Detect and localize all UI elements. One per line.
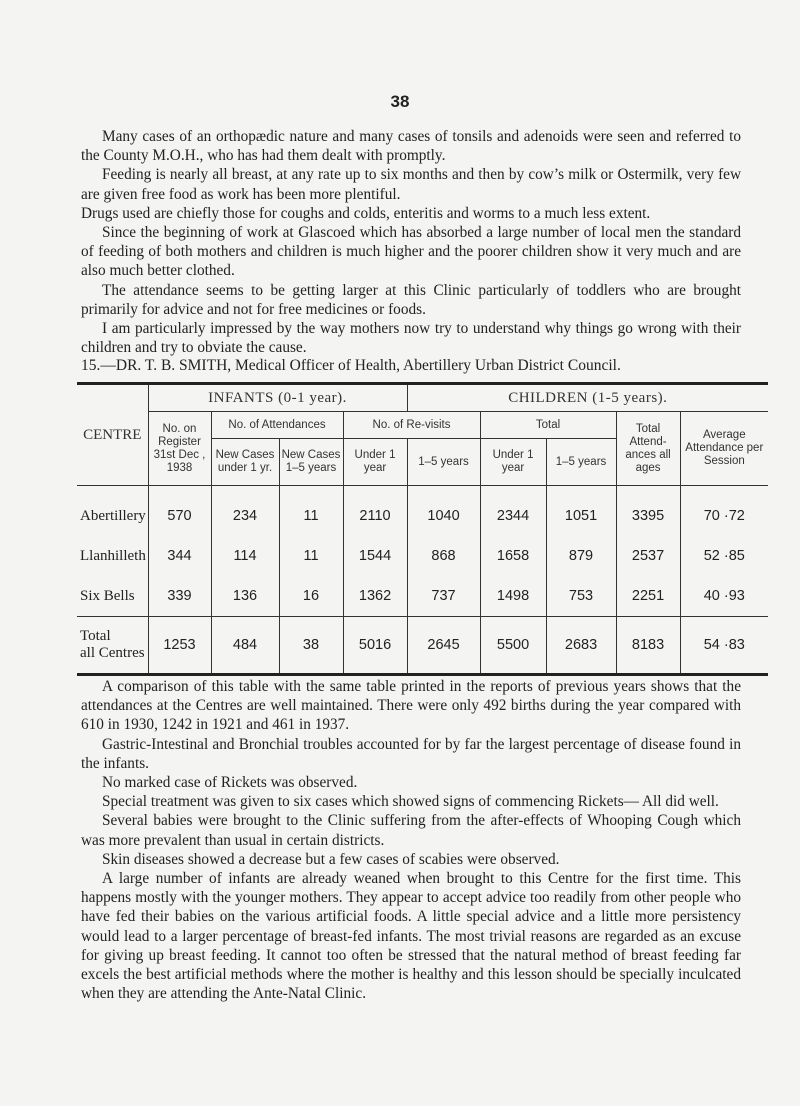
total-1to5-cell: 1051 xyxy=(546,486,616,537)
paragraph: I am particularly impressed by the way mothers now try to understand why things go wrong with their children and try to obviate the cause. xyxy=(81,320,741,357)
total-under1-cell: 1658 xyxy=(480,536,546,576)
total-attendances-cell: 2251 xyxy=(616,576,680,617)
centre-header: CENTRE xyxy=(77,384,148,486)
total-under1-header: Under 1 year xyxy=(480,439,546,486)
body-text-bottom xyxy=(81,677,741,1003)
new-1to5-cell: 38 xyxy=(279,617,343,675)
table-row xyxy=(77,536,768,576)
total-header: Total xyxy=(480,412,616,439)
total-1to5-cell: 879 xyxy=(546,536,616,576)
revisit-1to5-cell: 1040 xyxy=(407,486,480,537)
revisit-1to5-cell: 737 xyxy=(407,576,480,617)
new-1to5-cell: 16 xyxy=(279,576,343,617)
total-attendances-cell: 2537 xyxy=(616,536,680,576)
total-centre-label xyxy=(77,617,148,675)
total-under1-cell: 5500 xyxy=(480,617,546,675)
total-label-line2: all Centres xyxy=(80,645,145,661)
new-under1-cell: 234 xyxy=(211,486,279,537)
new-under1-cell: 114 xyxy=(211,536,279,576)
table-row xyxy=(77,576,768,617)
revisits-header: No. of Re-visits xyxy=(343,412,480,439)
average-cell: 70 ·72 xyxy=(680,486,768,537)
section-heading: 15.—DR. T. B. SMITH, Medical Officer of Health, Abertillery Urban District Council. xyxy=(81,357,621,374)
attendances-header: No. of Attendances xyxy=(211,412,343,439)
paragraph: Special treatment was given to six cases which showed signs of commencing Rickets— All did well. xyxy=(102,793,719,811)
new-1to5-cell: 11 xyxy=(279,536,343,576)
revisit-under1-cell: 1362 xyxy=(343,576,407,617)
paragraph: A comparison of this table with the same table printed in the reports of previous years shows that the attendances at the Centres are well maintained. There were only 492 births during the year compared with 610 in 1930, 1242 in 1921 and 461 in 1937. xyxy=(81,678,741,734)
statistics-table-container xyxy=(77,382,768,676)
table-total-row xyxy=(77,617,768,675)
total-under1-cell: 2344 xyxy=(480,486,546,537)
paragraph: The attendance seems to be getting larger at this Clinic particularly of toddlers who are brought primarily for advice and not for free medicines or foods. xyxy=(81,281,741,318)
paragraph: Skin diseases showed a decrease but a few cases of scabies were observed. xyxy=(102,850,560,868)
register-cell: 344 xyxy=(148,536,211,576)
new-1to5-cell: 11 xyxy=(279,486,343,537)
page-number: 38 xyxy=(390,92,410,111)
total-1to5-cell: 753 xyxy=(546,576,616,617)
new-under1-cell: 484 xyxy=(211,617,279,675)
total-1to5-cell: 2683 xyxy=(546,617,616,675)
total-under1-cell: 1498 xyxy=(480,576,546,617)
body-text-top xyxy=(81,127,741,357)
paragraph: Several babies were brought to the Clinic suffering from the after-effects of Whooping Cough which was more prevalent than usual in certain districts. xyxy=(81,812,741,849)
total-attendances-cell: 3395 xyxy=(616,486,680,537)
average-cell: 40 ·93 xyxy=(680,576,768,617)
total-attendances-header: Total Attend-ances all ages xyxy=(616,412,680,486)
statistics-table xyxy=(77,382,768,676)
paragraph: Many cases of an orthopædic nature and many cases of tonsils and adenoids were seen and referred to the County M.O.H., who has had them dealt with promptly. xyxy=(81,128,741,165)
new-cases-1to5-header: New Cases 1–5 years xyxy=(279,439,343,486)
paragraph: Feeding is nearly all breast, at any rate up to six months and then by cow’s milk or Ostermilk, very few are given free food as work has been more plentiful. xyxy=(81,166,741,203)
total-1to5-header: 1–5 years xyxy=(546,439,616,486)
average-cell: 52 ·85 xyxy=(680,536,768,576)
total-label-line1: Total xyxy=(80,628,111,644)
table-row xyxy=(77,486,768,537)
infants-group-header: INFANTS (0-1 year). xyxy=(148,384,407,412)
new-under1-cell: 136 xyxy=(211,576,279,617)
paragraph: Drugs used are chiefly those for coughs and colds, enteritis and worms to a much less extent. xyxy=(81,204,651,222)
paragraph: A large number of infants are already weaned when brought to this Centre for the first time. This happens mostly with the younger mothers. They appear to accept advice too readily from other people who have fed their babies on the various artificial foods. A little special advice and a little more persistency would lead to a larger percentage of breast-fed infants. The most trivial reasons are regarded as an excuse for giving up breast feeding. It cannot too often be stressed that the natural method of breast feeding far excels the best artificial methods where the mother is healthy and this lesson should be specially inculcated when they are attending the Ante-Natal Clinic. xyxy=(81,870,741,1003)
register-cell: 339 xyxy=(148,576,211,617)
centre-name: Llanhilleth xyxy=(77,536,148,576)
new-cases-under1-header: New Cases under 1 yr. xyxy=(211,439,279,486)
revisit-under1-cell: 5016 xyxy=(343,617,407,675)
revisit-1to5-cell: 868 xyxy=(407,536,480,576)
revisit-under1-cell: 1544 xyxy=(343,536,407,576)
revisit-1to5-cell: 2645 xyxy=(407,617,480,675)
register-cell: 1253 xyxy=(148,617,211,675)
paragraph: No marked case of Rickets was observed. xyxy=(102,774,358,792)
total-attendances-cell: 8183 xyxy=(616,617,680,675)
paragraph: Gastric-Intestinal and Bronchial troubles accounted for by far the largest percentage of disease found in the infants. xyxy=(81,735,741,772)
revisit-under1-cell: 2110 xyxy=(343,486,407,537)
average-cell: 54 ·83 xyxy=(680,617,768,675)
revisits-under1-header: Under 1 year xyxy=(343,439,407,486)
register-cell: 570 xyxy=(148,486,211,537)
children-group-header: CHILDREN (1-5 years). xyxy=(407,384,768,412)
centre-name: Six Bells xyxy=(77,576,148,617)
centre-name: Abertillery xyxy=(77,486,148,537)
average-attendance-header: Average Attendance per Session xyxy=(680,412,768,486)
register-header: No. on Register 31st Dec , 1938 xyxy=(148,412,211,486)
revisits-1to5-header: 1–5 years xyxy=(407,439,480,486)
paragraph: Since the beginning of work at Glascoed which has absorbed a large number of local men the standard of feeding of both mothers and children is much higher and the poorer children show it very much and are also much better clothed. xyxy=(81,224,741,280)
